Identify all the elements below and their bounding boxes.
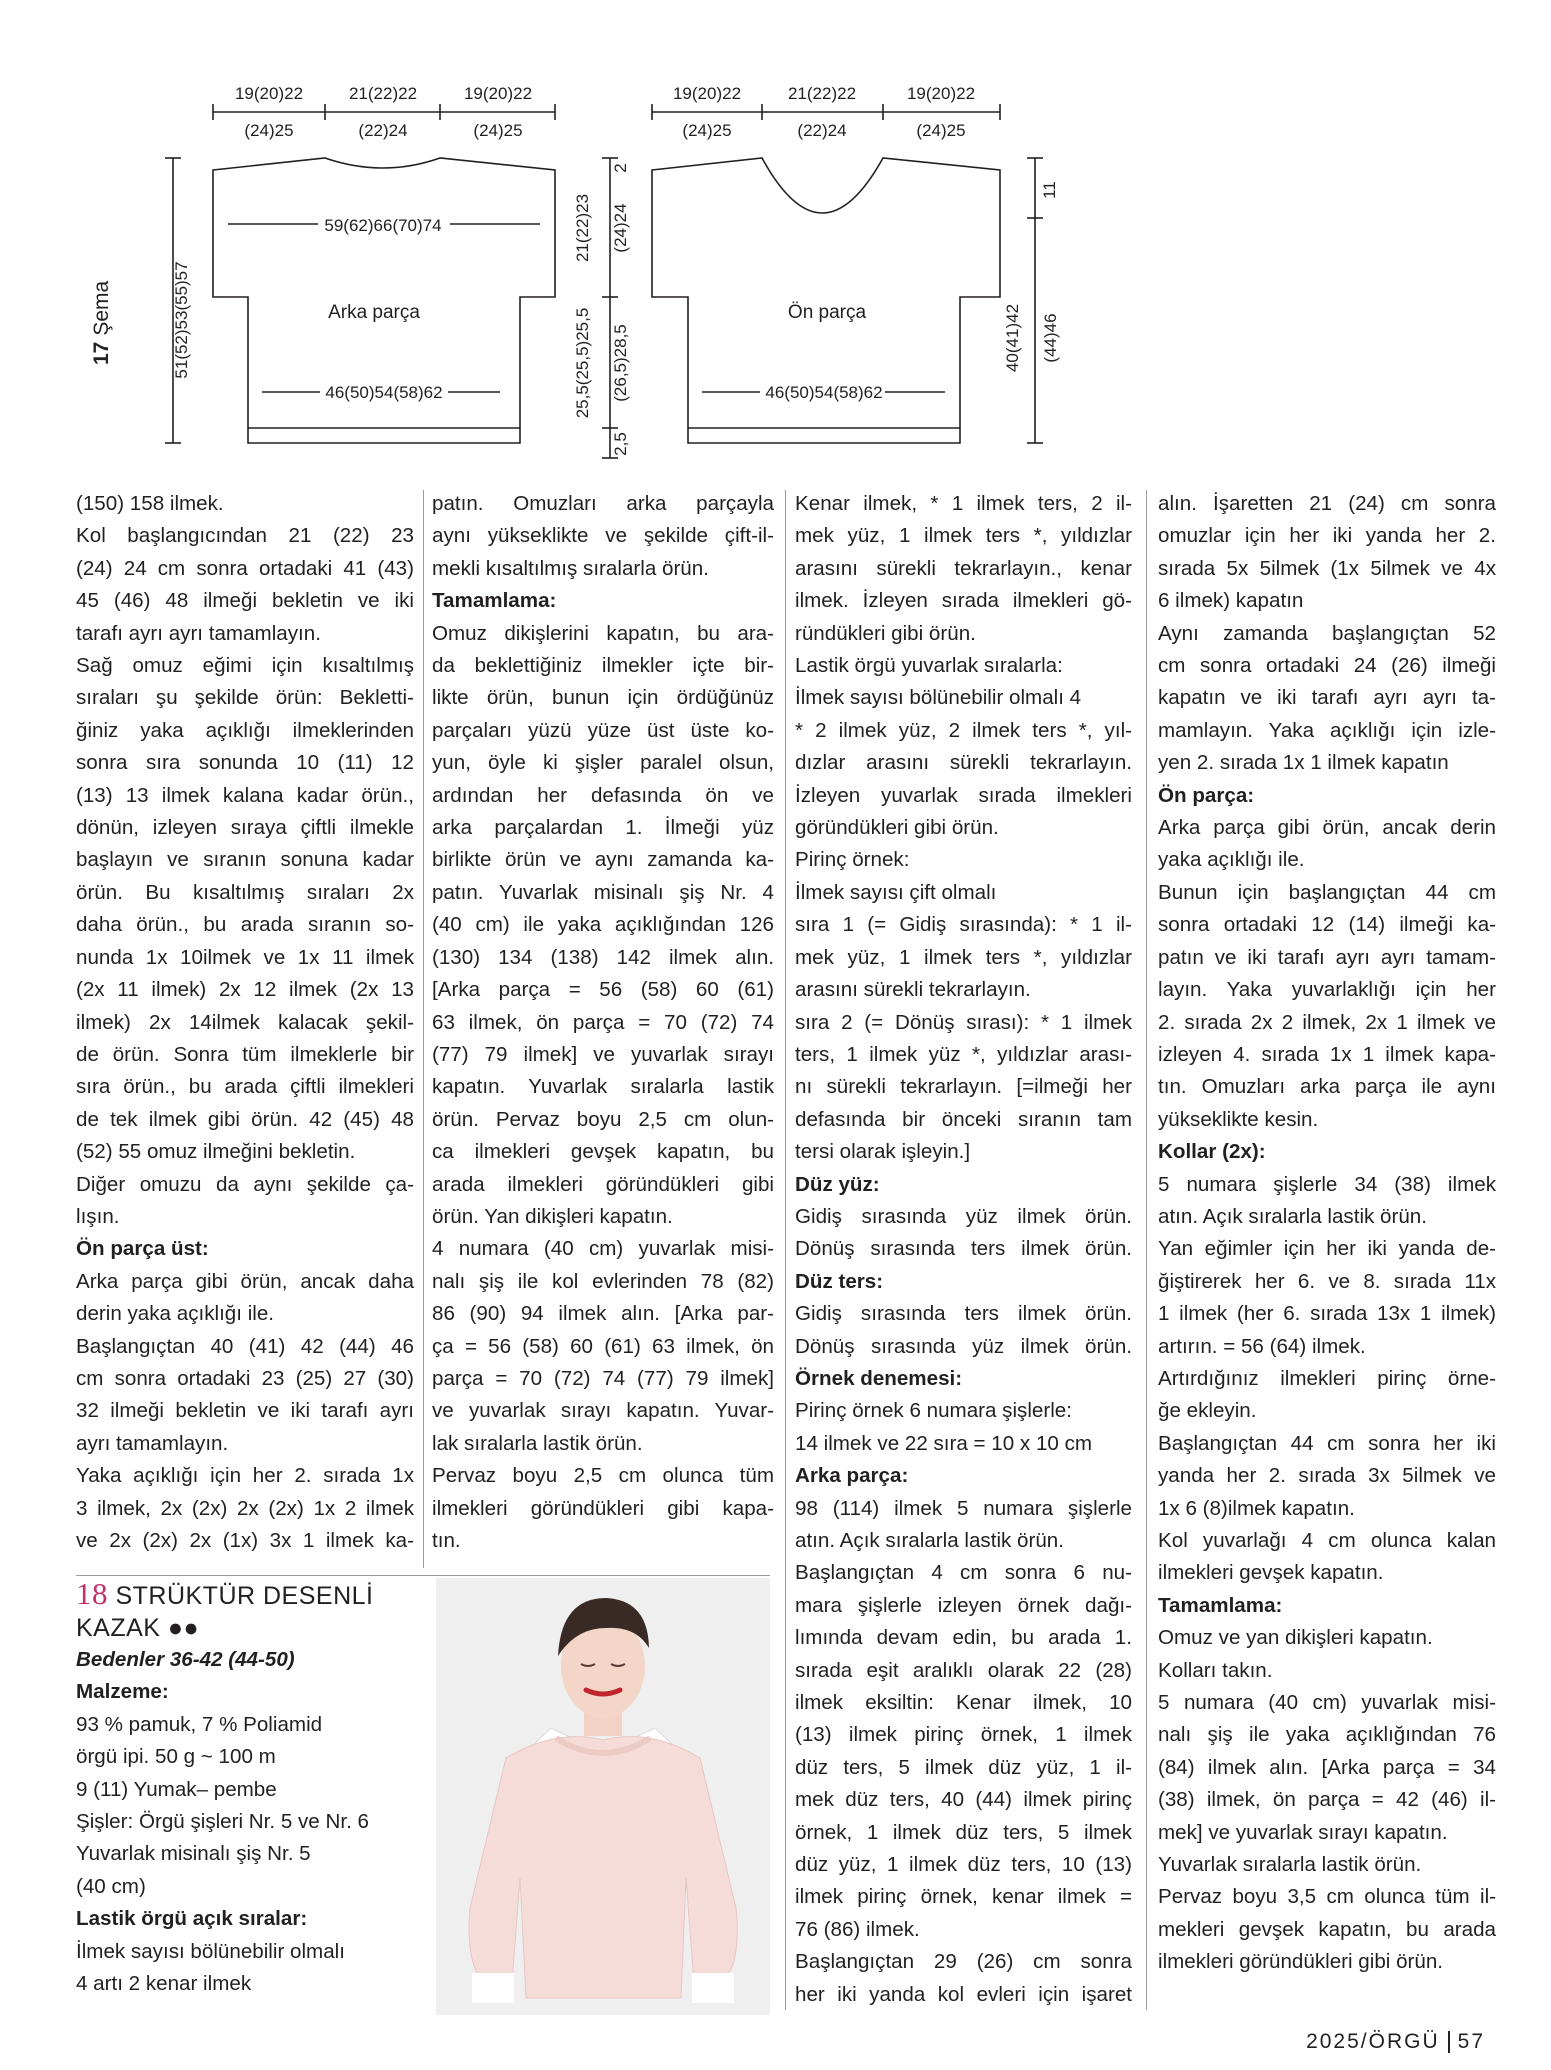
body-line: (84) ilmek alın. [Arka parça = 34 — [1158, 1755, 1496, 1779]
body-line: alın. İşaretten 21 (24) cm sonra — [1158, 492, 1496, 515]
body-line: artırın. = 56 (64) ilmek. — [1158, 1334, 1366, 1358]
section-heading: Tamamlama: — [432, 589, 557, 613]
body-line: omuzlar için her iki yanda her 2. — [1158, 524, 1496, 548]
page-number: 57 — [1457, 2030, 1485, 2053]
body-line: ve yuvarlak sırayı kapatın. Yuvar- — [432, 1399, 774, 1423]
body-line: (13) ilmek pirinç örnek, 1 ilmek — [795, 1723, 1132, 1747]
body-line: Sağ omuz eğimi için kısaltılmış — [76, 654, 414, 678]
body-line: (2x 11 ilmek) 2x 12 ilmek (2x 13 — [76, 978, 414, 1002]
body-line: Başlangıçtan 44 cm sonra her iki — [1158, 1431, 1496, 1455]
body-line: ilmek pirinç örnek, kenar ilmek = — [795, 1885, 1132, 1909]
back-chest-label: 59(62)66(70)74 — [324, 216, 442, 235]
body-line: parça = 70 (72) 74 (77) 79 ilmek] — [432, 1366, 774, 1390]
body-line: ardından her defasında ön ve — [432, 783, 774, 807]
body-line: İlmek sayısı bölünebilir olmalı 4 — [795, 686, 1082, 710]
body-line: Artırdığınız ilmekleri pirinç örne- — [1158, 1366, 1496, 1390]
body-line: dönün, izleyen sıraya çiftli ilmekle — [76, 816, 414, 840]
body-line: Aynı zamanda başlangıçtan 52 — [1158, 621, 1496, 645]
body-line: örün. Bu kısaltılmış sıraları 2x — [76, 880, 414, 904]
body-line: 76 (86) ilmek. — [795, 1917, 920, 1941]
front-neck-label: 11 — [1040, 181, 1059, 199]
body-line: (77) 79 ilmek] ve yuvarlak sırayı — [432, 1042, 774, 1066]
rib-line: 4 artı 2 kenar ilmek — [76, 1972, 252, 1996]
schema-title — [90, 280, 113, 365]
armhole-label: 21(22)23 — [573, 193, 592, 263]
body-line: ilmekleri göründükleri gibi örün. — [1158, 1950, 1444, 1974]
body-line: Omuz ve yan dikişleri kapatın. — [1158, 1626, 1433, 1650]
rib-heading: Lastik örgü açık sıralar: — [76, 1907, 308, 1931]
body-line: 6 ilmek) kapatın — [1158, 589, 1304, 613]
materials-line: (40 cm) — [76, 1874, 146, 1898]
column-divider — [785, 490, 786, 2010]
section-heading: Düz ters: — [795, 1269, 884, 1293]
back-width-label: 19(20)22 — [234, 84, 304, 103]
body-line: Pervaz boyu 3,5 cm olunca tüm il- — [1158, 1885, 1496, 1909]
armhole-label: (24)24 — [611, 203, 630, 253]
body-line: Omuz dikişlerini kapatın, bu ara- — [432, 621, 774, 645]
back-height-label: 51(52)53(55)57 — [172, 261, 191, 379]
text-column-4 — [1158, 488, 1496, 1979]
body-line: örün. Pervaz boyu 2,5 cm olun- — [432, 1107, 774, 1131]
body-line: 86 (90) 94 ilmek alın. [Arka par- — [432, 1302, 774, 1326]
body-line: dızlar arasını sürekli tekrarlayın. — [795, 751, 1132, 775]
body-line: atın. Açık sıralarla lastik örün. — [795, 1529, 1064, 1552]
body-line: (38) ilmek, ön parça = 42 (46) il- — [1158, 1788, 1496, 1812]
body-line: arasını sürekli tekrarlayın., kenar — [795, 556, 1132, 580]
front-height-label: 40(41)42 — [1003, 303, 1022, 373]
body-line: mek yüz, 1 ilmek ters *, yıldızlar — [795, 524, 1132, 548]
body-line: tersi olarak işleyin.] — [795, 1140, 971, 1164]
body-line: tarafı ayrı ayrı tamamlayın. — [76, 621, 321, 645]
body-line: Gidiş sırasında yüz ilmek örün. — [795, 1204, 1132, 1228]
materials-line: 93 % pamuk, 7 % Poliamid — [76, 1712, 323, 1736]
body-line: mek düz ters, 40 (44) ilmek pirinç — [795, 1788, 1132, 1812]
body-line: 45 (46) 48 ilmeği bekletin ve iki — [76, 589, 414, 613]
body-line: lışın. — [76, 1204, 120, 1228]
body-line: atın. Açık sıralarla lastik örün. — [1158, 1204, 1427, 1228]
footer-separator — [1448, 2031, 1450, 2053]
svg-text:17Şema — [90, 280, 113, 365]
body-line: Başlangıçtan 29 (26) cm sonra — [795, 1950, 1132, 1974]
section-divider — [76, 1575, 770, 1576]
body-line: (13) 13 ilmek kalana kadar örün., — [76, 783, 414, 807]
rib-line: İlmek sayısı bölünebilir olmalı — [76, 1939, 345, 1963]
body-line: 63 ilmek, ön parça = 70 (72) 74 — [432, 1010, 774, 1034]
materials-line: 9 (11) Yumak– pembe — [76, 1777, 277, 1801]
body-line: Pervaz boyu 2,5 cm olunca tüm — [432, 1464, 774, 1488]
schema-label: Şema — [90, 280, 113, 336]
back-piece-name: Arka parça — [328, 302, 420, 323]
body-line: başlayın ve sıranın sonuna kadar — [76, 848, 414, 872]
text-column-2 — [432, 488, 774, 1557]
body-line: İzleyen yuvarlak sırada ilmekleri — [795, 783, 1132, 807]
body-line: sıra örün., bu arada çiftli ilmekleri — [76, 1075, 414, 1099]
body-line: arka parçalardan 1. İlmeği yüz — [432, 816, 774, 840]
body-line: düz ters, 5 ilmek düz yüz, 1 il- — [795, 1755, 1132, 1779]
body-line: Kolları takın. — [1158, 1658, 1273, 1682]
front-height-label: (44)46 — [1041, 313, 1060, 363]
body-line: sonra sıra sonunda 10 (11) 12 — [76, 751, 414, 775]
body-line: 5 numara şişlerle 34 (38) ilmek — [1158, 1172, 1496, 1196]
body-line: sırada eşit aralıklı olarak 22 (28) — [795, 1658, 1132, 1682]
body-line: (24) 24 cm sonra ortadaki 41 (43) — [76, 556, 414, 580]
body-line: parçaları yüzü yüze üst üste ko- — [432, 718, 774, 742]
body-line: 32 ilmeği bekletin ve iki tarafı ayrı — [76, 1399, 414, 1423]
body-line: 1 ilmek (her 6. sırada 13x 1 ilmek) — [1158, 1302, 1496, 1326]
back-width-label: 21(22)22 — [348, 84, 418, 103]
text-column-3 — [795, 488, 1132, 2011]
body-line: yükseklikte kesin. — [1158, 1107, 1319, 1131]
body-line: Arka parça gibi örün, ancak daha — [76, 1269, 414, 1293]
body-line: nunda 1x 10ilmek ve 1x 11 ilmek — [76, 945, 414, 969]
section-heading: Ön parça üst: — [76, 1237, 209, 1261]
body-line: da beklettiğiniz ilmekler içte bir- — [432, 654, 774, 678]
front-width-label: (22)24 — [797, 121, 847, 140]
back-width-label: (22)24 — [358, 121, 408, 140]
front-width-label: 19(20)22 — [672, 84, 742, 103]
body-line: düz yüz, 1 ilmek düz ters, 10 (13) — [795, 1853, 1132, 1877]
body-line: Başlangıçtan 40 (41) 42 (44) 46 — [76, 1334, 414, 1358]
body-line: patın. Yuvarlak misinalı şiş Nr. 4 — [432, 880, 774, 904]
front-piece-name: Ön parça — [787, 302, 867, 323]
body-line: sırada 5x 5ilmek (1x 5ilmek ve 4x — [1158, 556, 1496, 580]
body-line: layın. Yaka yuvarlaklığı için her — [1158, 978, 1496, 1002]
section-heading: Arka parça: — [795, 1464, 909, 1488]
front-width-label: 19(20)22 — [906, 84, 976, 103]
body-line: patın. Omuzları arka parçayla — [432, 492, 774, 515]
body-line: örün. Yan dikişleri kapatın. — [432, 1204, 673, 1228]
body-line: her iki yanda kol evleri için işaret — [795, 1982, 1132, 2006]
schema-number: 17 — [90, 341, 113, 365]
section-heading: Örnek denemesi: — [795, 1366, 963, 1390]
body-line: Pirinç örnek: — [795, 848, 910, 872]
body-line: ğiniz yaka açıklığı ilmeklerinden — [76, 718, 414, 742]
body-line: Kol yuvarlağı 4 cm olunca kalan — [1158, 1529, 1496, 1552]
body-line: Diğer omuzu da aynı şekilde ça- — [76, 1172, 414, 1196]
body-line: ters, 1 ilmek yüz *, yıldızlar arası- — [795, 1042, 1132, 1066]
body-line: mek yüz, 1 ilmek ters *, yıldızlar — [795, 945, 1132, 969]
body-line: yanda her 2. sırada 3x 5ilmek ve — [1158, 1464, 1496, 1488]
body-line: yen 2. sırada 1x 1 ilmek kapatın — [1158, 751, 1449, 775]
back-width-label: (24)25 — [244, 121, 294, 140]
body-line: Arka parça gibi örün, ancak derin — [1158, 816, 1496, 840]
body-line: tın. Omuzları arka parça ile aynı — [1158, 1075, 1496, 1099]
body-line: göründükleri gibi örün. — [795, 816, 999, 840]
pattern-number: 18 — [76, 1576, 108, 1611]
body-line: Pirinç örnek 6 numara şişlerle: — [795, 1399, 1072, 1423]
body-line: ilmekleri göründükleri gibi kapa- — [432, 1496, 774, 1520]
body-line: Başlangıçtan 4 cm sonra 6 nu- — [795, 1561, 1132, 1585]
body-line: (130) 134 (138) 142 ilmek alın. — [432, 945, 774, 969]
body-line: sıra 2 (= Dönüş sırası): * 1 ilmek — [795, 1010, 1132, 1034]
body-line: ğiştirerek her 6. ve 8. sırada 11x — [1158, 1269, 1496, 1293]
body-line: [Arka parça = 56 (58) 60 (61) — [432, 978, 774, 1002]
body-line: 14 ilmek ve 22 sıra = 10 x 10 cm — [795, 1431, 1093, 1455]
body-line: (40 cm) ile yaka açıklığından 126 — [432, 913, 774, 937]
body-line: nalı şiş ile kol evlerinden 78 (82) — [432, 1269, 774, 1293]
body-line: kapatın. Yuvarlak sıralarla lastik — [432, 1075, 774, 1099]
body-line: sıraları şu şekilde örün: Bekletti- — [76, 686, 414, 710]
front-width-label: (24)25 — [916, 121, 966, 140]
body-line: defasında bir önceki sıranın tam — [795, 1107, 1132, 1131]
body-line: ilmek. İzleyen sırada ilmekleri gö- — [795, 589, 1132, 613]
body-line: mekleri gevşek kapatın, bu arada — [1158, 1917, 1496, 1941]
magazine-name: 2025/ÖRGÜ — [1306, 2030, 1440, 2053]
body-line: Dönüş sırasında ters ilmek örün. — [795, 1237, 1132, 1261]
body-line: arada ilmekleri göründükleri gibi — [432, 1172, 774, 1196]
pattern-title-line1: STRÜKTÜR DESENLİ — [115, 1582, 374, 1610]
body-line: de örün. Sonra tüm ilmeklerle bir — [76, 1042, 414, 1066]
body-line: * 2 ilmek yüz, 2 ilmek ters *, yıl- — [795, 718, 1132, 742]
body-line: 4 numara (40 cm) yuvarlak misi- — [432, 1237, 774, 1261]
body-line: izleyen 4. sırada 1x 1 ilmek kapa- — [1158, 1042, 1496, 1066]
materials-heading: Malzeme: — [76, 1680, 169, 1704]
body-line: (52) 55 omuz ilmeğini bekletin. — [76, 1140, 356, 1164]
body-line: örnek, 1 ilmek düz ters, 5 ilmek — [795, 1820, 1132, 1844]
back-width-label: (24)25 — [473, 121, 523, 140]
body-line: Bunun için başlangıçtan 44 cm — [1158, 880, 1496, 904]
body-line: 3 ilmek, 2x (2x) 2x (2x) 1x 2 ilmek — [76, 1496, 414, 1520]
body-line: ilmek) 2x 14ilmek kalacak şekil- — [76, 1010, 414, 1034]
body-line: patın ve iki tarafı ayrı ayrı tamam- — [1158, 945, 1496, 969]
body-line: 5 numara (40 cm) yuvarlak misi- — [1158, 1691, 1496, 1715]
body-line: ça = 56 (58) 60 (61) 63 ilmek, ön — [432, 1334, 774, 1358]
body-line: mamlayın. Yaka açıklığı için izle- — [1158, 718, 1496, 742]
body-line: arasını sürekli tekrarlayın. — [795, 978, 1031, 1002]
body-line: yun, öyle ki şişler paralel olsun, — [432, 751, 774, 775]
body-line: kapatın ve iki tarafı ayrı ayrı ta- — [1158, 686, 1496, 710]
pattern-schema — [0, 0, 1551, 470]
pattern-18-section — [76, 1578, 421, 2000]
section-heading: Kollar (2x): — [1158, 1140, 1266, 1164]
body-line: 1x 6 (8)ilmek kapatın. — [1158, 1496, 1355, 1520]
shoulder-label: 2 — [611, 163, 630, 173]
body-line: ve 2x (2x) 2x (1x) 3x 1 ilmek ka- — [76, 1529, 414, 1552]
body-line: mekli kısaltılmış sıralarla örün. — [432, 556, 709, 580]
body-line: sonra ortadaki 12 (14) ilmeği ka- — [1158, 913, 1496, 937]
body-line: Yan eğimler için her iki yanda de- — [1158, 1237, 1496, 1261]
section-heading: Tamamlama: — [1158, 1593, 1283, 1617]
body-line: mara şişlerle izleyen örnek dağı- — [795, 1593, 1132, 1617]
column-divider — [1146, 490, 1147, 2010]
body-height-label: (26,5)28,5 — [611, 324, 630, 402]
materials-line: Şişler: Örgü şişleri Nr. 5 ve Nr. 6 — [76, 1810, 369, 1834]
body-line: Lastik örgü yuvarlak sıralarla: — [795, 654, 1063, 678]
body-line: derin yaka açıklığı ile. — [76, 1302, 275, 1326]
body-line: likte örün, bunun için ördüğünüz — [432, 686, 774, 710]
materials-line: Yuvarlak misinalı şiş Nr. 5 — [76, 1842, 311, 1866]
body-line: cm sonra ortadaki 24 (26) ilmeği — [1158, 654, 1496, 678]
body-line: ründükleri gibi örün. — [795, 621, 976, 645]
column-divider — [423, 490, 424, 1568]
body-line: Kenar ilmek, * 1 ilmek ters, 2 il- — [795, 492, 1132, 515]
text-column-1 — [76, 488, 414, 1557]
rib-height-label: 2,5 — [611, 432, 630, 456]
body-line: ca ilmekleri gevşek kapatın, bu — [432, 1140, 774, 1164]
body-line: lak sıralarla lastik örün. — [432, 1431, 643, 1455]
body-line: 98 (114) ilmek 5 numara şişlerle — [795, 1496, 1132, 1520]
body-line: Gidiş sırasında ters ilmek örün. — [795, 1302, 1132, 1326]
body-line: sıra 1 (= Gidiş sırasında): * 1 il- — [795, 913, 1132, 937]
page-footer — [1306, 2030, 1485, 2054]
body-line: ilmekleri gevşek kapatın. — [1158, 1561, 1384, 1585]
pattern-title-line2: KAZAK ●● — [76, 1614, 200, 1642]
materials-line: örgü ipi. 50 g ~ 100 m — [76, 1745, 276, 1769]
body-line: Yaka açıklığı için her 2. sırada 1x — [76, 1464, 414, 1488]
body-line: yaka açıklığı ile. — [1158, 848, 1305, 872]
body-line: cm sonra ortadaki 23 (25) 27 (30) — [76, 1366, 414, 1390]
body-line: birlikte örün ve aynı zamanda ka- — [432, 848, 774, 872]
body-line: nalı şiş ile yaka açıklığından 76 — [1158, 1723, 1496, 1747]
front-hem-label: 46(50)54(58)62 — [765, 383, 883, 402]
front-width-label: (24)25 — [682, 121, 732, 140]
body-line: ilmek eksiltin: Kenar ilmek, 10 — [795, 1691, 1132, 1715]
back-width-label: 19(20)22 — [463, 84, 533, 103]
section-heading: Düz yüz: — [795, 1172, 880, 1196]
body-line: (150) 158 ilmek. — [76, 492, 224, 515]
body-line: ayrı tamamlayın. — [76, 1431, 229, 1455]
body-line: daha örün., bu arada sıranın so- — [76, 913, 414, 937]
pattern-title — [76, 1578, 421, 1644]
body-height-label: 25,5(25,5)25,5 — [573, 307, 592, 419]
body-line: Dönüş sırasında yüz ilmek örün. — [795, 1334, 1132, 1358]
body-line: aynı yükseklikte ve şekilde çift-il- — [432, 524, 774, 548]
body-line: Kol başlangıcından 21 (22) 23 — [76, 524, 414, 548]
body-line: İlmek sayısı çift olmalı — [795, 880, 997, 904]
body-line: 2. sırada 2x 2 ilmek, 2x 1 ilmek ve — [1158, 1010, 1496, 1034]
body-line: mek] ve yuvarlak sırayı kapatın. — [1158, 1820, 1448, 1844]
pattern-sizes: Bedenler 36-42 (44-50) — [76, 1648, 295, 1671]
body-line: de tek ilmek gibi örün. 42 (45) 48 — [76, 1107, 414, 1131]
back-hem-label: 46(50)54(58)62 — [325, 383, 443, 402]
body-line: nı sürekli tekrarlayın. [=ilmeği her — [795, 1075, 1132, 1099]
body-line: Yuvarlak sıralarla lastik örün. — [1158, 1853, 1422, 1877]
body-line: tın. — [432, 1529, 461, 1552]
body-line: lımında devam edin, bu arada 1. — [795, 1626, 1132, 1650]
front-width-label: 21(22)22 — [787, 84, 857, 103]
sweater-photo — [436, 1578, 770, 2015]
body-line: ğe ekleyin. — [1158, 1399, 1257, 1423]
section-heading: Ön parça: — [1158, 783, 1255, 807]
